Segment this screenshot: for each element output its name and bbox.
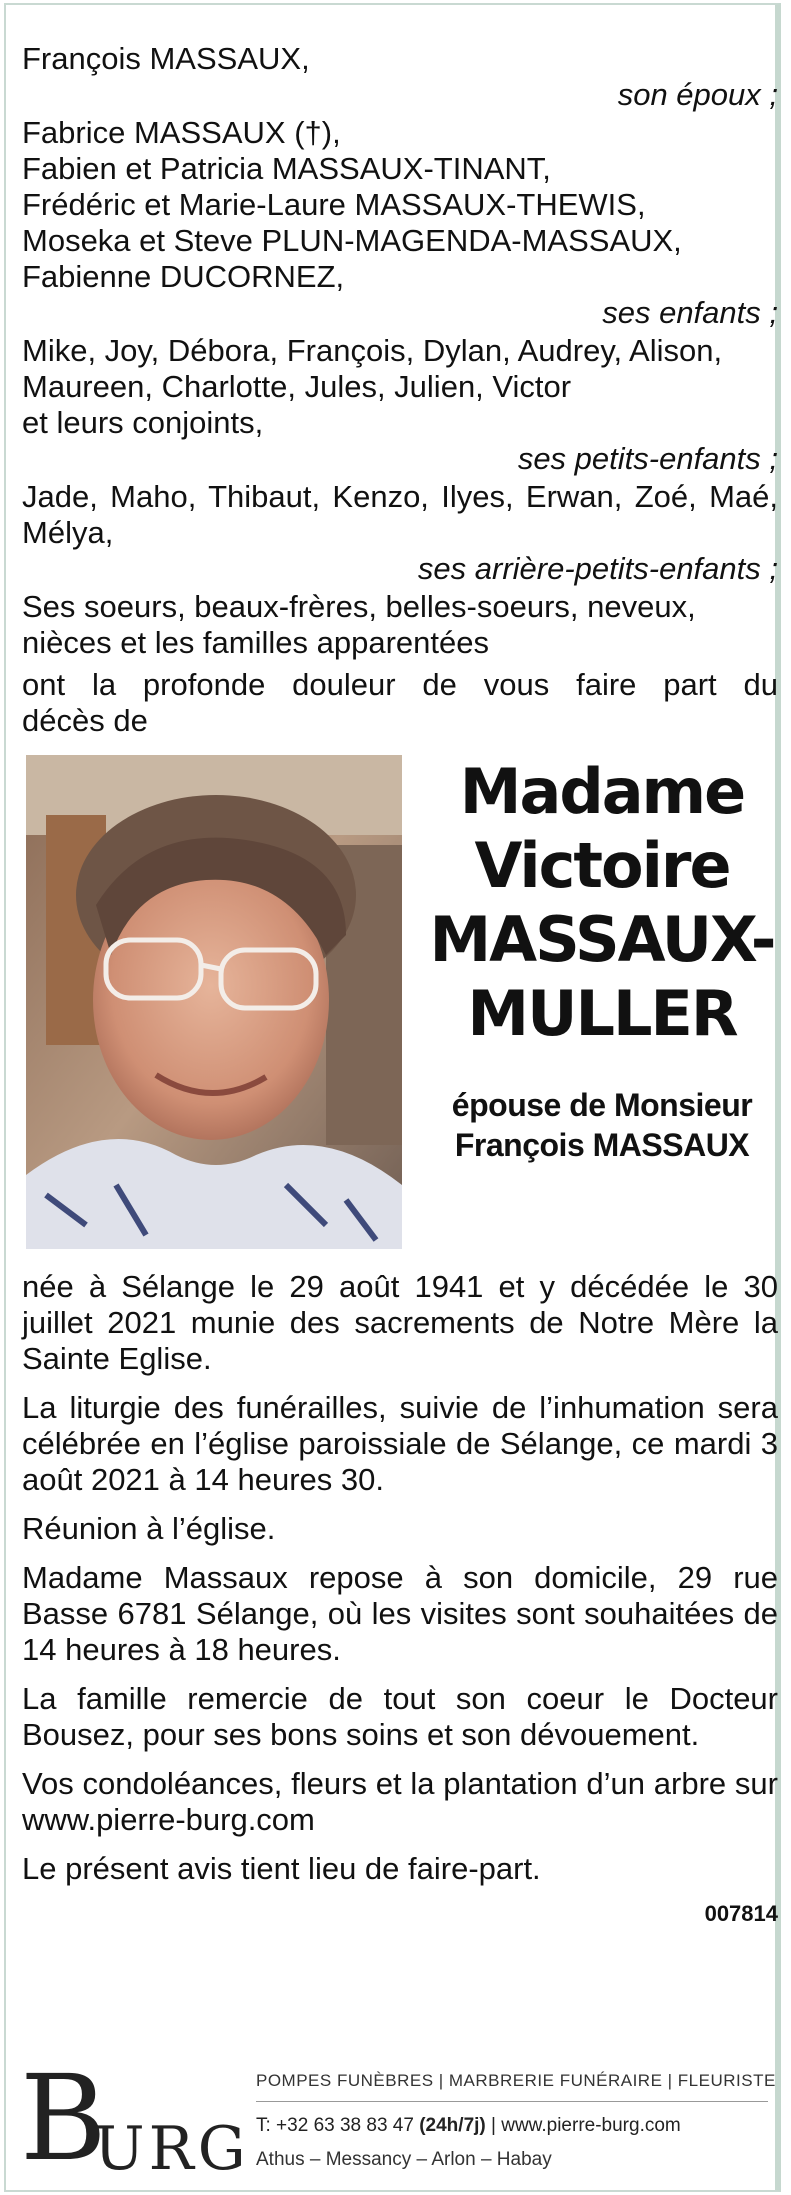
detail-paragraph: Le présent avis tient lieu de faire-part. bbox=[22, 1851, 541, 1886]
portrait-image bbox=[26, 755, 402, 1249]
detail-paragraph: La famille remercie de tout son coeur le Docteur Bousez, pour ses bons soins et son dévouement. bbox=[22, 1681, 778, 1752]
relatives-line: nièces et les familles apparentées bbox=[22, 625, 489, 660]
grandchildren-role: ses petits-enfants ; bbox=[517, 441, 778, 476]
details-section bbox=[22, 1269, 778, 1887]
children-section bbox=[22, 115, 778, 331]
announcement-line: ont la profonde douleur de vous faire part du bbox=[22, 667, 778, 702]
child-line: Moseka et Steve PLUN-MAGENDA-MASSAUX, bbox=[22, 223, 682, 258]
child-line: Fabrice MASSAUX (†), bbox=[22, 115, 341, 150]
great-grandchild-line: Jade, Maho, Thibaut, Kenzo, Ilyes, Erwan, Zoé, Maé, bbox=[22, 479, 778, 514]
detail-paragraph: Réunion à l’église. bbox=[22, 1511, 276, 1546]
funeral-home-footer bbox=[6, 2049, 783, 2195]
great-grandchild-line: Mélya, bbox=[22, 515, 114, 550]
portrait-row bbox=[22, 755, 778, 1255]
children-role: ses enfants ; bbox=[602, 295, 778, 330]
spouse-role: son époux ; bbox=[617, 77, 778, 112]
deceased-name-line: Victoire bbox=[474, 829, 730, 902]
deceased-name-block bbox=[422, 755, 782, 1165]
funeral-home-contact bbox=[256, 2115, 681, 2137]
detail-paragraph: Madame Massaux repose à son domicile, 29 rue Basse 6781 Sélange, où les visites sont souhaitées de 14 heures à 18 heures. bbox=[22, 1560, 778, 1667]
spouse-name: François MASSAUX, bbox=[22, 41, 310, 76]
spouse-of-line: épouse de Monsieur bbox=[451, 1087, 753, 1123]
funeral-home-tagline: POMPES FUNÈBRES | MARBRERIE FUNÉRAIRE | FLEURISTE bbox=[256, 2071, 776, 2090]
detail-paragraph: née à Sélange le 29 août 1941 et y décédée le 30 juillet 2021 munie des sacrements de Notre Mère la Sainte Eglise. bbox=[22, 1269, 778, 1376]
spouse-section bbox=[22, 41, 778, 113]
spouse-of-line: François MASSAUX bbox=[454, 1127, 750, 1163]
grandchildren-section bbox=[22, 333, 778, 477]
deceased-name-line: MASSAUX- bbox=[429, 903, 775, 976]
phone-hours: (24h/7j) bbox=[419, 2115, 486, 2136]
announcement-line: décès de bbox=[22, 703, 148, 738]
grandchild-line: Maureen, Charlotte, Jules, Julien, Victor bbox=[22, 369, 572, 404]
spouse-of-block bbox=[422, 1085, 782, 1165]
deceased-name-line: MULLER bbox=[467, 977, 737, 1050]
relatives-line: Ses soeurs, beaux-frères, belles-soeurs, neveux, bbox=[22, 589, 696, 624]
great-grandchildren-role: ses arrière-petits-enfants ; bbox=[417, 551, 778, 586]
child-line: Fabienne DUCORNEZ, bbox=[22, 259, 345, 294]
great-grandchildren-section bbox=[22, 479, 778, 587]
footer-divider bbox=[256, 2101, 768, 2102]
website-link[interactable]: | www.pierre-burg.com bbox=[485, 2115, 681, 2136]
portrait-photo bbox=[26, 755, 402, 1249]
grandchild-line: et leurs conjoints, bbox=[22, 405, 264, 440]
grandchild-line: Mike, Joy, Débora, François, Dylan, Audrey, Alison, bbox=[22, 333, 723, 368]
reference-number: 007814 bbox=[704, 1901, 778, 1926]
child-line: Frédéric et Marie-Laure MASSAUX-THEWIS, bbox=[22, 187, 646, 222]
phone-number: T: +32 63 38 83 47 bbox=[256, 2115, 420, 2136]
burg-logo: B URG bbox=[20, 2049, 250, 2187]
notice-body bbox=[22, 41, 778, 1927]
child-line: Fabien et Patricia MASSAUX-TINANT, bbox=[22, 151, 551, 186]
detail-paragraph: Vos condoléances, fleurs et la plantation d’un arbre sur www.pierre-burg.com bbox=[22, 1766, 778, 1837]
relatives-section bbox=[22, 589, 778, 661]
deceased-name-line: Madame bbox=[459, 755, 745, 828]
funeral-home-locations: Athus – Messancy – Arlon – Habay bbox=[256, 2149, 552, 2170]
obituary-notice bbox=[4, 3, 781, 2192]
detail-paragraph: La liturgie des funérailles, suivie de l’inhumation sera célébrée en l’église paroissiale de Sélange, ce mardi 3 août 2021 à 14 heures 30. bbox=[22, 1390, 778, 1497]
